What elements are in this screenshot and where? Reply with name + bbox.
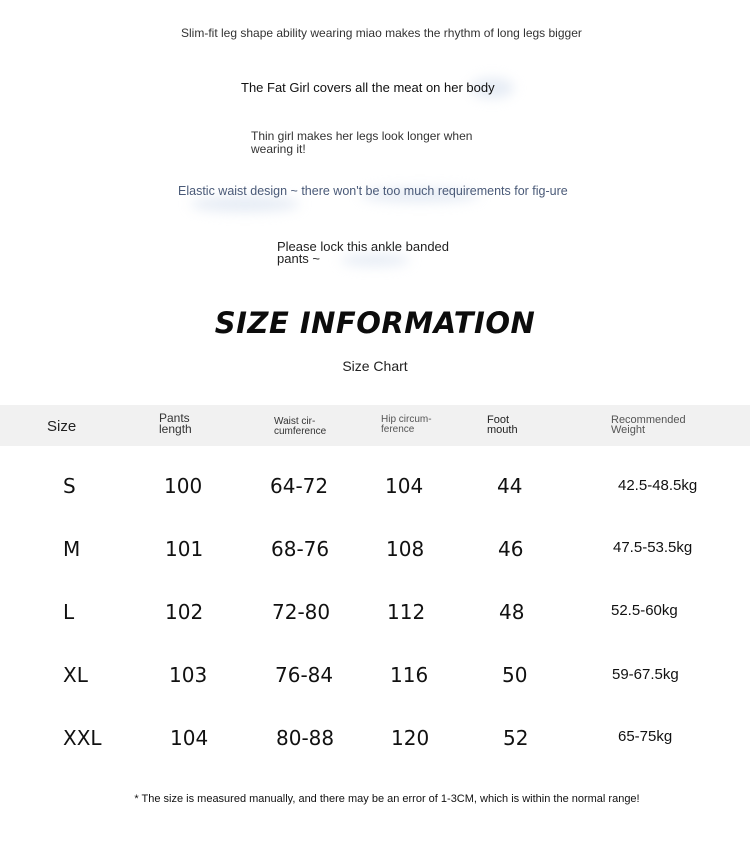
cell-hip: 120 (391, 726, 430, 750)
cell-length: 102 (165, 600, 204, 624)
haze-mark (190, 196, 300, 212)
column-header-waist: Waist cir-cumference (274, 416, 327, 437)
cell-weight: 65-75kg (618, 728, 673, 745)
cell-hip: 116 (390, 663, 429, 687)
blurb-fat-girl: The Fat Girl covers all the meat on her body (241, 80, 495, 95)
cell-foot: 48 (499, 600, 525, 624)
cell-waist: 68-76 (271, 537, 330, 561)
cell-foot: 50 (502, 663, 528, 687)
column-header-foot-mouth: Foot mouth (487, 414, 518, 436)
cell-size: S (63, 474, 76, 498)
cell-waist: 64-72 (270, 474, 329, 498)
cell-size: XL (63, 663, 88, 687)
cell-hip: 104 (385, 474, 424, 498)
cell-weight: 42.5-48.5kg (618, 477, 698, 494)
cell-length: 101 (165, 537, 204, 561)
column-header-hip: Hip circum-ference (381, 414, 432, 435)
blurb-slim-fit: Slim-fit leg shape ability wearing miao makes the rhythm of long legs bigger (181, 26, 582, 40)
cell-size: M (63, 537, 81, 561)
blurb-thin-girl: Thin girl makes her legs look longer when wearing it! (251, 129, 473, 156)
column-header-size: Size (47, 418, 77, 435)
cell-foot: 46 (498, 537, 524, 561)
section-subtitle: Size Chart (342, 358, 408, 374)
cell-size: XXL (63, 726, 102, 750)
column-header-weight: Recommended Weight (611, 414, 686, 436)
cell-waist: 72-80 (272, 600, 331, 624)
section-title: SIZE INFORMATION (214, 306, 536, 340)
cell-foot: 52 (503, 726, 529, 750)
column-header-pants-length: Pants length (159, 411, 192, 436)
cell-waist: 80-88 (276, 726, 335, 750)
cell-hip: 108 (386, 537, 425, 561)
blurb-elastic-waist: Elastic waist design ~ there won't be too much requirements for fig-ure (178, 184, 568, 198)
cell-length: 104 (170, 726, 209, 750)
cell-foot: 44 (497, 474, 523, 498)
cell-hip: 112 (387, 600, 426, 624)
measurement-footnote: * The size is measured manually, and there may be an error of 1-3CM, which is within the normal range! (134, 793, 640, 805)
blurb-ankle-lock: Please lock this ankle banded pants ~ (277, 239, 450, 266)
cell-weight: 47.5-53.5kg (613, 539, 693, 556)
cell-waist: 76-84 (275, 663, 334, 687)
cell-weight: 59-67.5kg (612, 666, 679, 683)
cell-size: L (63, 600, 75, 624)
cell-length: 103 (169, 663, 208, 687)
cell-weight: 52.5-60kg (611, 602, 678, 619)
cell-length: 100 (164, 474, 203, 498)
